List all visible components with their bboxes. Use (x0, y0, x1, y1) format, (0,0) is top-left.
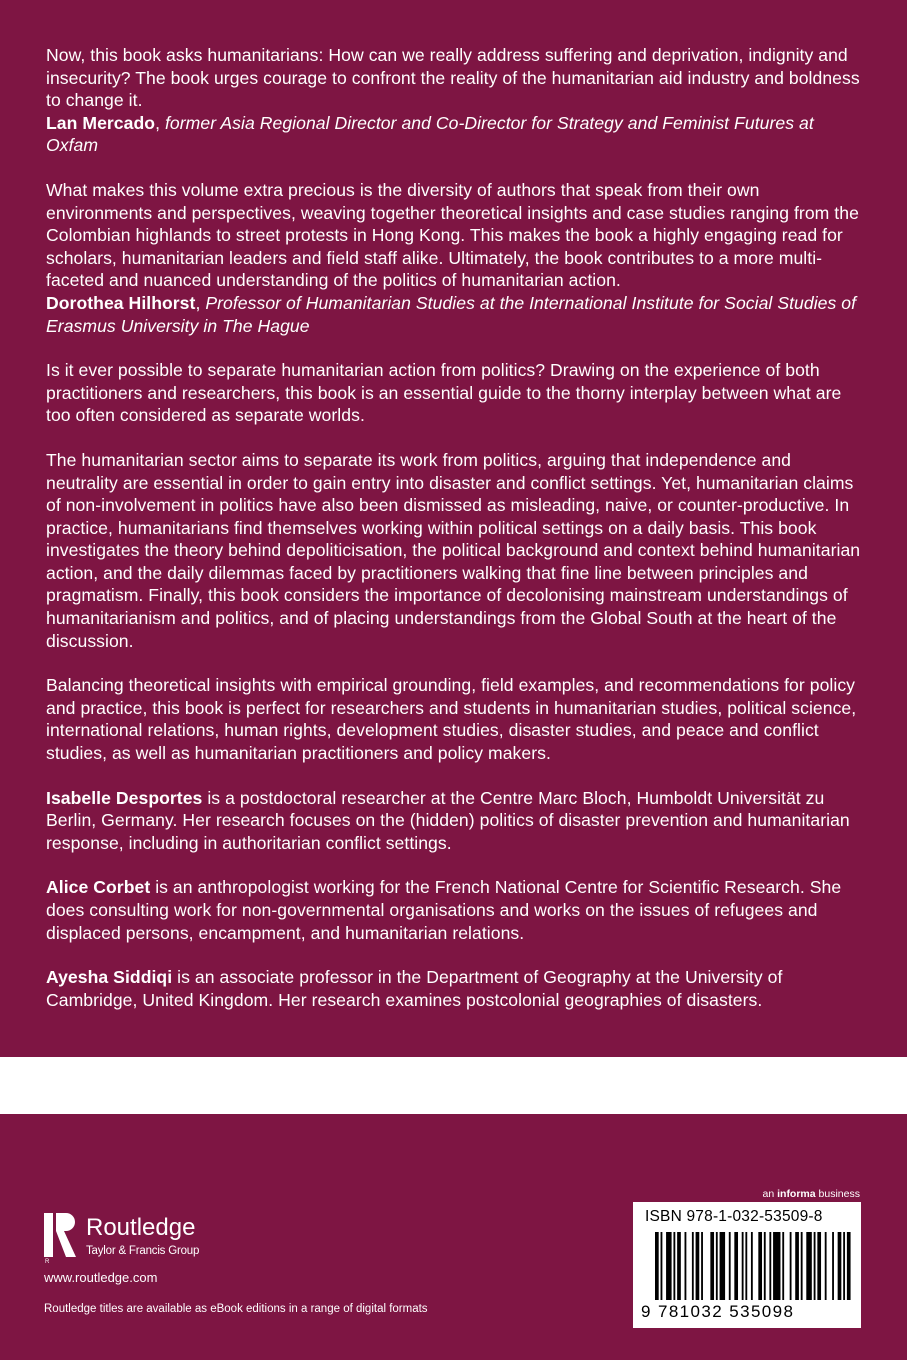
barcode-bar (758, 1232, 762, 1300)
barcode-bar (825, 1232, 827, 1300)
publisher-group: Taylor & Francis Group (86, 1245, 200, 1257)
barcode-bar (745, 1232, 747, 1300)
author-name: Alice Corbet (46, 877, 151, 898)
barcode-bar (751, 1232, 753, 1300)
barcode-bar (696, 1232, 700, 1300)
svg-text:R: R (45, 1259, 50, 1265)
informa-brand: informa (777, 1188, 816, 1200)
barcode-bar (764, 1232, 766, 1300)
barcode-bar (655, 1232, 659, 1300)
author-bio-text: is a postdoctoral researcher at the Centre Marc Bloch, Humboldt Universität zu Berlin, Germany. Her research focuses on the (hidden) politics of disaster prevention and humanitarian response, including in authoritarian conflict settings. (46, 787, 850, 853)
barcode-bar (790, 1232, 792, 1300)
barcode-bars (655, 1232, 855, 1304)
barcode-bar (801, 1232, 803, 1300)
barcode-bar (661, 1232, 663, 1300)
barcode-bar (769, 1232, 771, 1300)
barcode-bar (814, 1232, 816, 1300)
author-bio (46, 787, 866, 855)
barcode-bar (838, 1232, 842, 1300)
barcode-bar (729, 1232, 731, 1300)
barcode-bar (666, 1232, 672, 1300)
isbn-label: ISBN 978-1-032-53509-8 (645, 1208, 823, 1225)
barcode-bar (677, 1232, 681, 1300)
barcode-bar (817, 1232, 821, 1300)
author-bio-text: is an associate professor in the Department of Geography at the University of Cambridge, United Kingdom. Her research examines postcolonial geographies of disasters. (46, 967, 783, 1010)
author-name: Isabelle Desportes (46, 787, 203, 808)
description-paragraph: The humanitarian sector aims to separate its work from politics, arguing that independence and neutrality are essential in order to gain entry into disaster and conflict settings. Yet, humanitarian claims of non-involvement in politics have also been dismissed as misleading, naive, or counter-productive. In practice, humanitarians find themselves working within political settings on a daily basis. This book investigates the theory behind depoliticisation, the political background and context behind humanitarian action, and the daily dilemmas faced by practitioners walking that fine line between principles and pragmatism. Finally, this book considers the importance of decolonising mainstream understandings of humanitarianism and politics, and of placing understandings from the Global South at the heart of the discussion. (46, 449, 861, 651)
barcode-bar (720, 1232, 726, 1300)
barcode-bar (685, 1232, 687, 1300)
ebook-note: Routledge titles are available as eBook editions in a range of digital formats (44, 1303, 428, 1315)
author-bio (46, 876, 866, 944)
endorsement-1: Now, this book asks humanitarians: How can we really address suffering and deprivation, indignity and insecurity? The book urges courage to confront the reality of the humanitarian aid industry and boldness to change it. Lan Mercado, former Asia Regional Director and Co-Director for Strategy and Feminist Futures at Oxfam (46, 45, 860, 156)
barcode-bar (673, 1232, 675, 1300)
publisher-website[interactable]: www.routledge.com (44, 1270, 158, 1285)
endorser-role: former Asia Regional Director and Co-Director for Strategy and Feminist Futures at Oxfam (46, 112, 814, 156)
barcode-bar (832, 1232, 834, 1300)
barcode-bar (782, 1232, 784, 1300)
barcode-bar (773, 1232, 780, 1300)
description-paragraph: Is it ever possible to separate humanitarian action from politics? Drawing on the experience of both practitioners and researchers, this book is an essential guide to the thorny interplay between what are too often considered as separate worlds. (46, 360, 842, 426)
cover-text (46, 44, 866, 1033)
endorser-name: Lan Mercado (46, 112, 156, 133)
barcode-bar (795, 1232, 799, 1300)
barcode-bar (806, 1232, 812, 1300)
barcode-bar (742, 1232, 744, 1300)
informa-suffix: business (818, 1188, 860, 1200)
endorser-name: Dorothea Hilhorst (46, 292, 196, 313)
author-name: Ayesha Siddiqi (46, 967, 173, 988)
author-bio-text: is an anthropologist working for the French National Centre for Scientific Research. She does consulting work for non-governmental organisations and works on the issues of refugees and displaced persons, encampment, and humanitarian relations. (46, 877, 842, 943)
author-bio (46, 966, 866, 1011)
endorser-role: Professor of Humanitarian Studies at the International Institute for Social Studies of Erasmus University in The Hague (46, 292, 857, 336)
endorsement-quote: What makes this volume extra precious is the diversity of authors that speak from their own environments and perspectives, weaving together theoretical insights and case studies ranging from the Colombian highlands to street protests in Hong Kong. This makes the book a highly engaging read for scholars, humanitarian leaders and field staff alike. Ultimately, the book contributes to a more multi-faceted and nuanced understanding of the politics of humanitarian action. (46, 179, 859, 291)
barcode-bar (710, 1232, 714, 1300)
endorsement-quote: Now, this book asks humanitarians: How can we really address suffering and deprivation, indignity and insecurity? The book urges courage to confront the reality of the humanitarian aid industry and boldness to change it. (46, 45, 860, 111)
endorsement-2: What makes this volume extra precious is the diversity of authors that speak from their own environments and perspectives, weaving together theoretical insights and case studies ranging from the Colombian highlands to street protests in Hong Kong. This makes the book a highly engaging read for scholars, humanitarian leaders and field staff alike. Ultimately, the book contributes to a more multi-faceted and nuanced understanding of the politics of humanitarian action. Dorothea Hilhorst, Professor of Humanitarian Studies at the International Institute for Social Studies of Erasmus University in The Hague (46, 179, 859, 336)
barcode-bar (692, 1232, 694, 1300)
barcode-box (633, 1202, 861, 1328)
barcode-bar (847, 1232, 851, 1300)
barcode-bar (734, 1232, 738, 1300)
white-band (0, 1057, 907, 1114)
publisher-name: Routledge (86, 1214, 196, 1241)
routledge-logo-icon (44, 1213, 78, 1265)
description-paragraph: Balancing theoretical insights with empirical grounding, field examples, and recommendations for policy and practice, this book is perfect for researchers and students in humanitarian studies, political science, international relations, human rights, development studies, disaster studies, and peace and conflict studies, as well as humanitarian practitioners and policy makers. (46, 675, 857, 764)
barcode-bar (701, 1232, 703, 1300)
barcode-digits: 9 781032 535098 (641, 1302, 795, 1321)
barcode-bar (843, 1232, 845, 1300)
barcode-bar (716, 1232, 718, 1300)
informa-tagline (763, 1188, 861, 1200)
informa-prefix: an (762, 1188, 775, 1200)
